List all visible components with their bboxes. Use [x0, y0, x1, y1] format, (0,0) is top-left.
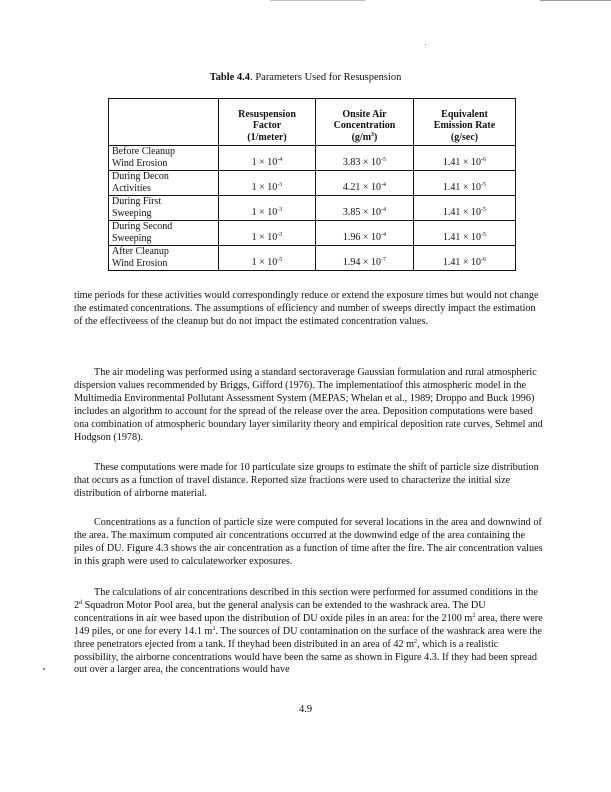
scan-speck — [425, 44, 426, 45]
table-row — [109, 171, 516, 196]
value-exponent: -4 — [381, 231, 387, 238]
table-caption-text: . Parameters Used for Resuspension — [250, 72, 402, 83]
table-caption-label: Table 4.4 — [209, 72, 251, 83]
units-text: ) — [374, 131, 378, 143]
text-run: area, there were 149 piles, or one for every 14.1 m — [74, 612, 543, 637]
header-onsite-air-concentration — [316, 99, 414, 146]
resuspension-factor-cell — [219, 146, 316, 171]
text-run: Squadron Motor Pool area, but the general analysis can be extended to the washrack area. The DU concentrations in air wee based upon the distribution of DU oxide piles in an area: for the 2100 m — [74, 599, 486, 624]
header-equivalent-emission-rate — [414, 99, 516, 146]
value-base: 1.96 × 10 — [342, 231, 382, 243]
air-concentration-cell — [316, 221, 414, 246]
table-header-row — [109, 99, 516, 146]
paragraph-calculations — [74, 587, 544, 677]
air-concentration-cell — [316, 246, 414, 271]
value-exponent: -5 — [481, 181, 487, 188]
paragraph-concentrations: Concentrations as a function of particle size were computed for several locations in the area and downwind of the area. The maximum computed air concentrations occurred at the downwind edge of the area containing the piles of DU. Figure 4.3 shows the air concentration as a function of time after the fire. The air concentration values in this graph were used to calculateworker exposures. — [74, 517, 543, 567]
paragraph-air-modeling: The air modeling was performed using a standard sectoraverage Gaussian formulation and rural atmospheric dispersion values recommended by Briggs, Gifford (1976). The implementatioof this atmospheric model in the Multimedia Environmental Pollutant Assessment System (MEPAS; Whelan et al., 1989; Droppo and Buck 1996) includes an algorithm to account for the spread of the release over the area. Deposition computations were based ona combination of atmospheric boundary layer similarity theory and empirical deposition rate curves, Sehmel and Hodgson (1978). — [74, 367, 543, 443]
text-run: . The sources of DU contamination on the surface of the washrack area were the three penetrators ejected from a tank. If theyhad been distributed in an area of 42 m — [74, 625, 542, 650]
paragraph-exposure-times: time periods for these activities would correspondingly reduce or extend the exposure times but would not change the estimated concentrations. The assumptions of efficiency and number of sweeps directly impact the estimation of the effectiveess of the cleanup but do not impact the estimated concentration values. — [74, 290, 539, 327]
value-base: 4.21 × 10 — [342, 181, 382, 193]
header-text: Onsite Air — [342, 108, 387, 120]
value-exponent: -4 — [381, 206, 387, 213]
value-exponent: -3 — [277, 206, 283, 213]
row-label — [109, 196, 219, 221]
value-base: 3.85 × 10 — [342, 206, 382, 218]
units-text: (g/m — [351, 131, 372, 143]
emission-rate-cell — [414, 221, 516, 246]
table-row — [109, 146, 516, 171]
value-base: 1.41 × 10 — [442, 206, 482, 218]
value-exponent: -5 — [481, 206, 487, 213]
row-label — [109, 246, 219, 271]
text-run: The calculations of air concentrations described in this section were performed for assumed conditions in the 2 — [74, 587, 538, 611]
value-exponent: -4 — [277, 156, 283, 163]
row-label — [109, 171, 219, 196]
value-base: 1 × 10 — [251, 256, 278, 268]
table-row — [109, 196, 516, 221]
value-exponent: -7 — [381, 256, 387, 263]
value-exponent: -5 — [277, 256, 283, 263]
resuspension-factor-cell — [219, 221, 316, 246]
row-label-line: Sweeping — [112, 232, 152, 244]
paragraph-particle-size: These computations were made for 10 particulate size groups to estimate the shift of particle size distribution that occurs as a function of travel distance. Reported size fractions were used to characterize the initial size distribution of airborne material. — [74, 462, 539, 499]
units-exponent: 3 — [371, 131, 375, 138]
row-label-line: Before Cleanup — [112, 146, 176, 157]
row-label-line: During Decon — [112, 171, 169, 182]
value-base: 1.41 × 10 — [442, 231, 482, 243]
value-exponent: -4 — [381, 181, 387, 188]
row-label-line: During First — [112, 196, 162, 207]
scan-artifact-line — [540, 0, 611, 1]
header-units: (g/sec) — [450, 131, 479, 143]
scan-speck — [43, 668, 45, 670]
value-base: 3.83 × 10 — [342, 156, 382, 168]
header-text: Factor — [252, 120, 282, 131]
header-units: (1/meter) — [247, 131, 287, 143]
header-resuspension-factor — [219, 99, 316, 146]
air-concentration-cell — [316, 196, 414, 221]
header-text: Emission Rate — [433, 120, 496, 131]
value-base: 1 × 10 — [251, 231, 278, 243]
value-base: 1 × 10 — [251, 181, 278, 193]
emission-rate-cell — [414, 196, 516, 221]
value-exponent: -6 — [481, 256, 487, 263]
superscript: 2 — [414, 638, 418, 645]
value-base: 1 × 10 — [251, 206, 278, 218]
header-units — [319, 132, 410, 144]
value-exponent: -6 — [481, 156, 487, 163]
emission-rate-cell — [414, 171, 516, 196]
row-label-line: Wind Erosion — [112, 157, 168, 169]
emission-rate-cell — [414, 146, 516, 171]
value-base: 1.41 × 10 — [442, 156, 482, 168]
air-concentration-cell — [316, 171, 414, 196]
air-concentration-cell — [316, 146, 414, 171]
value-exponent: -5 — [481, 231, 487, 238]
superscript: 2 — [472, 612, 476, 619]
value-exponent: -3 — [277, 181, 283, 188]
value-base: 1.94 × 10 — [342, 256, 382, 268]
scan-artifact-line — [270, 0, 365, 1]
header-text: Resuspension — [238, 108, 296, 120]
resuspension-factor-cell — [219, 246, 316, 271]
row-label — [109, 221, 219, 246]
header-text: Equivalent — [441, 108, 488, 120]
value-exponent: -5 — [381, 156, 387, 163]
row-label-line: After Cleanup — [112, 246, 169, 257]
emission-rate-cell — [414, 246, 516, 271]
value-base: 1.41 × 10 — [442, 181, 482, 193]
page-number: 4.9 — [298, 704, 313, 715]
table-row — [109, 221, 516, 246]
value-base: 1 × 10 — [251, 156, 278, 168]
header-blank — [109, 99, 219, 146]
row-label-line: During Second — [112, 221, 173, 232]
row-label-line: Sweeping — [112, 207, 152, 219]
superscript: d — [79, 599, 83, 606]
row-label-line: Activities — [112, 182, 151, 194]
resuspension-parameters-table — [108, 98, 516, 271]
table-row — [109, 246, 516, 271]
value-exponent: -3 — [277, 231, 283, 238]
table-caption — [0, 72, 611, 83]
value-base: 1.41 × 10 — [442, 256, 482, 268]
row-label — [109, 146, 219, 171]
resuspension-factor-cell — [219, 171, 316, 196]
superscript: 2 — [212, 625, 216, 632]
header-text: Concentration — [333, 120, 396, 131]
row-label-line: Wind Erosion — [112, 257, 168, 269]
text-run: , which is a realistic possibility, the airborne concentrations would have been the same as shown in Figure 4.3. If they had been spread out over a larger area, the concentrations would have — [74, 638, 538, 676]
resuspension-factor-cell — [219, 196, 316, 221]
